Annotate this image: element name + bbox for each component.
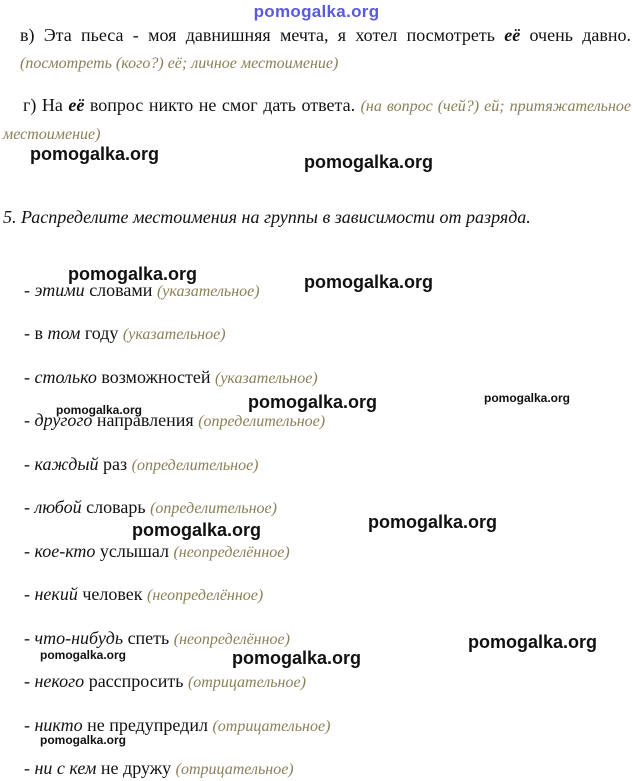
list-item <box>24 758 294 779</box>
item-text: словарь <box>81 497 151 517</box>
watermark: pomogalka.org <box>248 392 378 412</box>
watermark: pomogalka.org <box>68 264 198 284</box>
item-note: (отрицательное) <box>175 761 294 778</box>
item-text: не дружу <box>96 758 176 778</box>
item-text: направления <box>92 410 199 430</box>
watermark: pomogalka.org <box>484 391 571 405</box>
item-text: словами <box>84 280 157 300</box>
item-dash: - в <box>24 323 48 343</box>
item-dash: - <box>24 671 35 691</box>
item-note: (определительное) <box>150 500 277 517</box>
item-dash: - <box>24 367 35 387</box>
item-pronoun: каждый <box>34 454 99 474</box>
item-note: (указательное) <box>215 370 318 387</box>
paragraph-v-text: в) Эта пьеса - моя давнишняя мечта, я хотел посмотреть <box>20 25 505 45</box>
watermark: pomogalka.org <box>232 648 362 668</box>
item-note: (неопределённое) <box>147 587 264 604</box>
site-header-watermark: pomogalka.org <box>253 2 380 21</box>
item-pronoun: некий <box>34 584 78 604</box>
item-text: не предупредил <box>82 715 213 735</box>
item-note: (неопределённое) <box>173 544 290 561</box>
watermark: pomogalka.org <box>468 632 598 652</box>
item-dash: - <box>24 541 35 561</box>
item-dash: - <box>24 758 35 778</box>
paragraph-g-note: (на вопрос (чей?) ей; притяжательное местоимение) <box>3 98 631 143</box>
item-note: (отрицательное) <box>187 674 306 691</box>
item-dash: - <box>24 497 35 517</box>
paragraph-g <box>0 92 633 148</box>
list-item <box>24 628 290 649</box>
item-pronoun: другого <box>34 410 93 430</box>
item-dash: - <box>24 584 35 604</box>
watermark: pomogalka.org <box>40 648 127 662</box>
item-pronoun: любой <box>34 497 82 517</box>
item-pronoun: том <box>47 323 81 343</box>
item-note: (неопределённое) <box>173 631 290 648</box>
watermark: pomogalka.org <box>56 403 143 417</box>
watermark: pomogalka.org <box>132 520 262 540</box>
item-note: (отрицательное) <box>212 718 331 735</box>
list-item <box>24 323 226 344</box>
list-item <box>24 367 318 388</box>
watermark: pomogalka.org <box>40 733 127 747</box>
list-item <box>24 541 290 562</box>
list-item <box>24 584 263 605</box>
paragraph-v-text-end: очень давно. <box>520 25 631 45</box>
item-dash: - <box>24 280 35 300</box>
task-heading: 5. Распределите местоимения на группы в зависимости от разряда. <box>3 207 531 227</box>
item-dash: - <box>24 454 35 474</box>
list-item <box>24 454 259 475</box>
paragraph-g-text: г) На <box>23 95 69 115</box>
item-dash: - <box>24 715 35 735</box>
item-pronoun: этими <box>34 280 85 300</box>
item-pronoun: некого <box>34 671 85 691</box>
item-pronoun: столько <box>34 367 97 387</box>
item-pronoun: никто <box>34 715 83 735</box>
paragraph-g-text-end: вопрос никто не смог дать ответа. <box>84 95 361 115</box>
paragraph-v-note: (посмотреть (кого?) её; личное местоимение) <box>20 55 339 72</box>
item-text: расспросить <box>84 671 188 691</box>
watermark: pomogalka.org <box>304 272 434 292</box>
item-note: (указательное) <box>156 283 260 300</box>
list-item <box>24 671 306 692</box>
item-text: спеть <box>123 628 174 648</box>
paragraph-v <box>0 22 633 77</box>
item-note: (определительное) <box>131 457 259 474</box>
item-dash: - <box>24 628 35 648</box>
watermark: pomogalka.org <box>30 144 160 164</box>
item-text: раз <box>98 454 132 474</box>
item-pronoun: ни с кем <box>34 758 97 778</box>
list-item <box>24 497 277 518</box>
item-note: (определительное) <box>198 413 326 430</box>
item-text: человек <box>77 584 147 604</box>
paragraph-g-highlight: её <box>68 95 85 115</box>
item-text: возможностей <box>96 367 215 387</box>
item-pronoun: что-нибудь <box>34 628 124 648</box>
watermark: pomogalka.org <box>304 152 434 172</box>
item-note: (указательное) <box>122 326 226 343</box>
watermark: pomogalka.org <box>368 512 498 532</box>
item-text: году <box>80 323 123 343</box>
paragraph-v-highlight: её <box>504 25 521 45</box>
item-dash: - <box>24 410 35 430</box>
item-pronoun: кое-кто <box>34 541 96 561</box>
item-text: услышал <box>95 541 174 561</box>
